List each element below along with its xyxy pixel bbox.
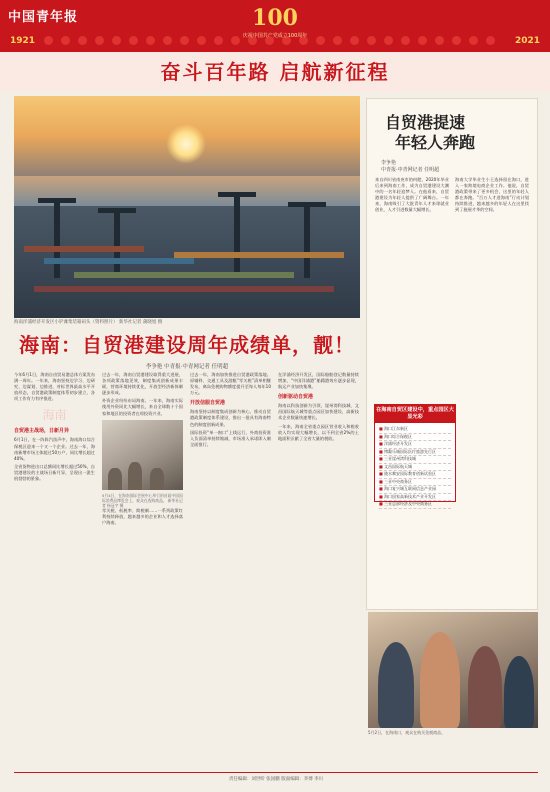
list-item: ■ 三亚崖州湾科技城 [379,456,451,464]
sun [166,124,206,164]
article-column-3 [190,372,271,764]
masthead [0,0,550,52]
sidebar-photo-caption: 5月2日，在海南口，观众在购买免税商品。 [368,730,446,735]
person-silhouette [378,642,414,728]
subheading: 自贸港主战场，日新月异 [14,428,70,435]
centenary-number: 100 [252,5,298,31]
shopping-photo [368,612,538,728]
infobox-list [375,423,455,512]
person-silhouette [504,656,534,728]
article-column-2 [102,372,183,764]
paragraph: 过去一年，海南自贸港建设取得重大进展，各项政策落地见效，制度集成创新成果丰硕，营商环境持续优化，开放型经济新体制逐步形成。 [102,372,183,396]
headline-block [14,330,360,370]
slogan-text: 奋斗百年路 启航新征程 [160,60,390,84]
list-item: ■ 洋浦经济开发区 [379,441,451,449]
paragraph: 过去一年，海南加快推进自贸港政策落地。原辅料、交通工具及游艇“零关税”清单相继发布，离岛免税购物额度提升至每人每年10万元。 [190,372,271,396]
paragraph: 6月1日，在一阵阵汽笛声中，海南海口综合保税区迎来一个又一个企业。过去一年，海南新增市场主体超过50万户，同比增长超过40%。 [14,437,95,461]
key-parks-infobox [374,404,456,506]
container-row [24,246,144,252]
sidebar-feature [366,98,538,610]
container-row [34,286,334,292]
container-row [44,258,194,264]
centenary-subtitle: 庆祝中国共产党成立100周年 [242,33,308,39]
article-column-1 [14,372,95,764]
sidebar-columns [367,177,537,214]
photo-caption: 5月4日，在海南国际会展中心举行的首届中国国际消费品博览会上，观众在选购商品。 新华社记者 杨冠宇 摄 [102,492,183,508]
crane [304,202,310,278]
crane [54,198,60,278]
person-silhouette [128,462,142,490]
container-row [74,272,294,278]
list-item: ■ 海口江东新区 [379,426,451,434]
person-silhouette [420,632,460,728]
sidebar-paragraph: 来自四川省南充市的何懿，2020年毕业后来到海南工作，成为自贸港建设大潮中的一名年轻追梦人。在他看来，自贸港建设为年轻人提供了广阔舞台。一年来，海南吸引了大批青年人才来琼就业创业，人才引进数量大幅增长。 [375,177,449,213]
list-item: ■ 博鳌乐城国际医疗旅游先行区 [379,449,451,457]
person-silhouette [468,646,502,728]
year-right: 2021 [514,36,540,46]
headline-title: 海南：自贸港建设周年成绩单，靓！ [19,333,355,357]
paragraph: 今年6月1日，海南自由贸易港总体方案发布满一周年。一年来，海南坚持边学习、边研究、边谋划、边推进，对标世界最高水平开放形态，自贸港政策制度体系初步建立，各项工作有力有序推进。 [14,372,95,402]
slogan-banner [0,52,550,92]
person-silhouette [150,468,164,490]
list-item: ■ 海口国家高新技术产业开发区 [379,494,451,502]
hero-photo-port [14,96,360,318]
watermark-text: 海南 [42,408,67,423]
subheading: 开放信服自贸港 [190,400,226,407]
sidebar-title [367,99,537,153]
list-item: ■ 海口复兴城互联网信息产业园 [379,486,451,494]
paragraph: 一年来，海南全省重点园区营业收入和税收收入均实现大幅增长，以不到全省2%的土地面积贡献了全省大量的税收。 [278,423,359,441]
paragraph: 国际投资“单一窗口”上线运行，外商投资准入负面清单持续缩减，市场准入承诺即入制全面推行。 [190,429,271,447]
article-body [14,372,360,764]
page-footer: 责任编辑：刘世昕 张国鹏 版面编辑：李博 李川 [14,772,538,782]
year-left: 1921 [10,36,36,46]
centenary-logo [205,6,345,39]
sidebar-paragraph: 海南大学毕业生小王选择留在海口，进入一家跨境电商企业工作。他说，自贸港政策带来了更多机会，这里的年轻人都在奔跑。“百万人才进海南”行动计划持续推进，越来越多的年轻人在这里找到了施展才华的空间。 [455,177,529,213]
paper-name: 中国青年报 [8,10,79,25]
sidebar-title-line2: 年轻人奔跑 [395,133,476,152]
list-item: ■ 三亚总部经济及中央商务区 [379,501,451,509]
list-item: ■ 陵水黎安国际教育创新试验区 [379,471,451,479]
sidebar-title-line1: 自贸港提速 [385,113,466,132]
expo-photo [102,420,183,490]
person-silhouette [108,468,122,490]
sidebar-byline: 李争艳 中青报·中青网记者 任明超 [381,160,440,173]
paragraph: 外资企业纷纷布局海南。一年来，海南实际使用外资同比大幅增长，来自全球数十个国家和地区的投资者在琼投资兴业。 [102,398,183,416]
container-row [174,252,344,258]
crane [234,192,240,278]
paragraph: 全省货物进出口总额同比增长超过50%，自贸港建设的主战场日新月异，呈现出一派生机勃勃的景象。 [14,463,95,482]
infobox-title: 在海南自贸区建设中，重点园区大显光彩 [375,405,455,423]
paragraph: 海南坚持以制度集成创新为核心，推动自贸港政策制度体系建设，推出一批具有海南特色的制度创新成果。 [190,409,271,427]
article-column-4 [278,372,359,764]
paragraph: 在洋浦经济开发区，国际船舶登记数量持续增加，“中国洋浦港”船籍港效应逐步显现，航运产业加快集聚。 [278,372,359,390]
crane [114,208,120,278]
list-item: ■ 文昌国际航天城 [379,464,451,472]
paragraph: 零关税、低税率、简税制……一系列政策红利持续释放，越来越多的企业和人才选择落户海南。 [102,507,183,525]
paragraph: 海南以科技创新为引领，崖州湾科技城、文昌国际航天城等重点园区加快建设，高新技术企业数量快速增长。 [278,403,359,421]
list-item: ■ 三亚中央商务区 [379,479,451,487]
subheading: 创新驱动自贸港 [278,394,314,401]
list-item: ■ 海口综合保税区 [379,434,451,442]
headline-byline: 李争艳 中青报·中青网记者 任明超 [145,364,229,370]
hero-caption: 海南洋浦经济开发区小铲滩集装箱码头（资料照片） 新华社记者 蒲晓旭 摄 [14,320,163,325]
